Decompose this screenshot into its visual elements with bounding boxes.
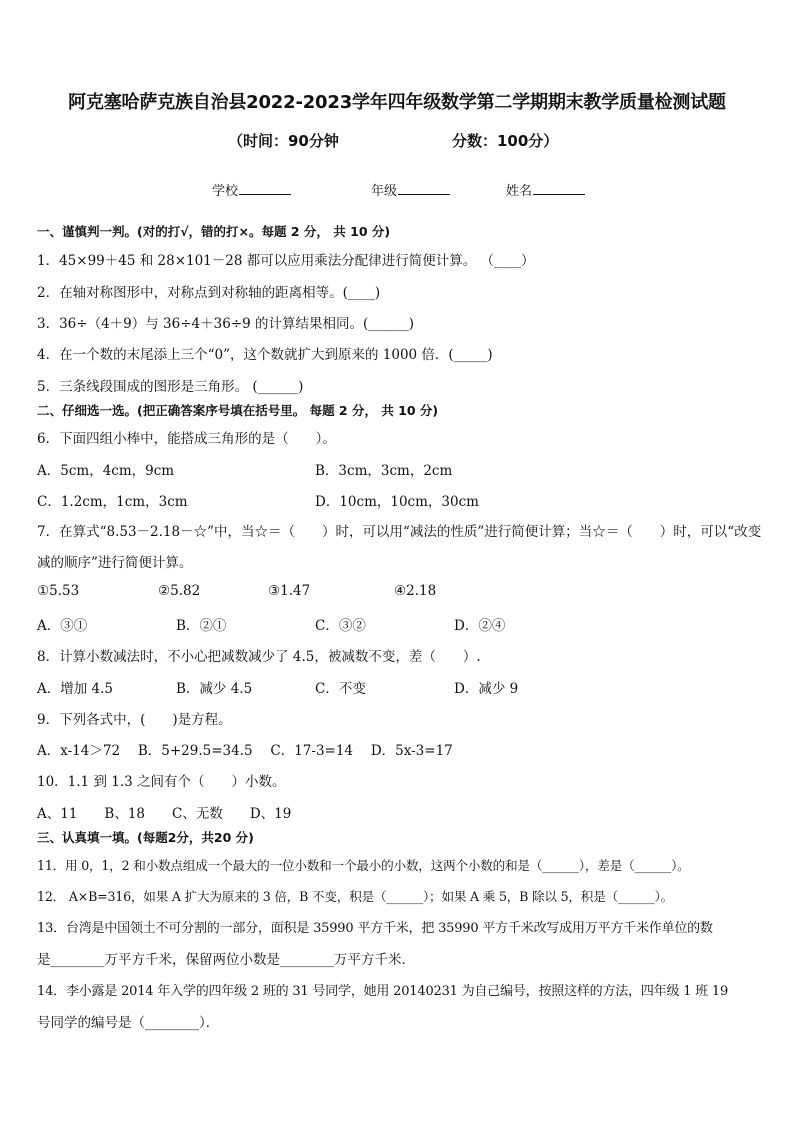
- question-7-item-3: ③1.47: [268, 583, 311, 599]
- question-7-item-4: ④2.18: [394, 583, 437, 599]
- exam-score: 分数：100分）: [452, 132, 559, 150]
- question-14-line-2: 号同学的编号是（________）．: [37, 1015, 220, 1031]
- question-6: 6．下面四组小棒中，能搭成三角形的是（ ）。: [37, 431, 336, 447]
- question-13-line-2: 是________万平方千米，保留两位小数是________万平方千米．: [37, 952, 415, 968]
- grade-field: [371, 180, 450, 199]
- question-14-line-1: 14．李小露是 2014 年入学的四年级 2 班的 31 号同学，她用 20140231 为自己编号，按照这样的方法，四年级 1 班 19: [37, 984, 729, 999]
- question-9: 9．下列各式中，( )是方程。: [37, 712, 232, 728]
- question-8-option-d: D．减少 9: [454, 681, 519, 697]
- name-label: 姓名: [506, 184, 533, 199]
- question-6-option-a: A．5cm，4cm，9cm: [37, 463, 175, 479]
- question-12: 12． A×B=316，如果 A 扩大为原来的 3 倍，B 不变，积是（______）；如果 A 乘 5，B 除以 5，积是（______）。: [37, 889, 674, 904]
- question-7-item-1: ①5.53: [37, 583, 80, 599]
- question-3: 3．36÷（4＋9）与 36÷4＋36÷9 的计算结果相同。(______): [37, 316, 415, 332]
- question-4: 4．在一个数的末尾添上三个“0”，这个数就扩大到原来的 1000 倍．(_____): [37, 347, 493, 363]
- student-info: [0, 180, 794, 200]
- section-3-heading: 三、认真填一填。(每题2分，共20 分): [37, 830, 254, 845]
- question-8-option-c: C．不变: [315, 681, 366, 697]
- section-2-heading: 二、仔细选一选。(把正确答案序号填在括号里。 每题 2 分， 共 10 分): [37, 403, 439, 418]
- question-8: 8．计算小数减法时，不小心把减数减少了 4.5，被减数不变，差（ ）.: [37, 649, 481, 665]
- question-7-option-a: A．③①: [37, 618, 88, 634]
- question-1: 1．45×99＋45 和 28×101－28 都可以应用乘法分配律进行简便计算。 （____）: [37, 253, 535, 269]
- question-6-option-d: D．10cm，10cm，30cm: [315, 494, 479, 510]
- question-10-options: A、11 B、18 C、无数 D、19: [37, 806, 292, 822]
- question-2: 2．在轴对称图形中，对称点到对称轴的距离相等。(____): [37, 285, 381, 301]
- question-6-option-b: B．3cm，3cm，2cm: [315, 463, 453, 479]
- question-8-option-a: A．增加 4.5: [37, 681, 114, 697]
- question-7-option-b: B．②①: [176, 618, 227, 634]
- question-7-item-2: ②5.82: [158, 583, 201, 599]
- question-13-line-1: 13．台湾是中国领土不可分割的一部分，面积是 35990 平方千米，把 35990 平方千米改写成用万平方千米作单位的数: [37, 921, 713, 936]
- school-label: 学校: [212, 184, 239, 199]
- question-5: 5．三条线段围成的图形是三角形。 (______): [37, 379, 304, 395]
- question-7-option-d: D．②④: [454, 618, 506, 634]
- exam-time: （时间：90分钟: [228, 132, 339, 150]
- question-8-option-b: B．减少 4.5: [176, 681, 253, 697]
- section-1-heading: 一、谨慎判一判。(对的打√，错的打×。每题 2 分， 共 10 分): [37, 224, 391, 239]
- question-10: 10．1.1 到 1.3 之间有个（ ）小数。: [37, 774, 286, 790]
- question-7-line-2: 减的顺序”进行简便计算。: [37, 555, 193, 571]
- question-7-option-c: C．③②: [315, 618, 366, 634]
- school-blank: [239, 181, 291, 195]
- name-field: [506, 180, 585, 199]
- question-6-option-c: C．1.2cm，1cm，3cm: [37, 494, 188, 510]
- exam-title: 阿克塞哈萨克族自治县2022-2023学年四年级数学第二学期期末教学质量检测试题: [68, 92, 726, 113]
- exam-subtitle: [0, 130, 794, 152]
- grade-blank: [398, 181, 450, 195]
- question-7-line-1: 7．在算式“8.53－2.18－☆”中，当☆＝（ ）时，可以用“减法的性质”进行简便计算；当☆＝（ ）时，可以“改变: [37, 524, 762, 540]
- school-field: [212, 180, 291, 199]
- name-blank: [533, 181, 585, 195]
- question-9-options: A．x-14＞72 B．5+29.5=34.5 C．17-3=14 D．5x-3=17: [37, 743, 453, 759]
- question-11: 11．用 0，1，2 和小数点组成一个最大的一位小数和一个最小的小数，这两个小数的和是（______），差是（______）。: [37, 858, 690, 873]
- grade-label: 年级: [371, 184, 398, 199]
